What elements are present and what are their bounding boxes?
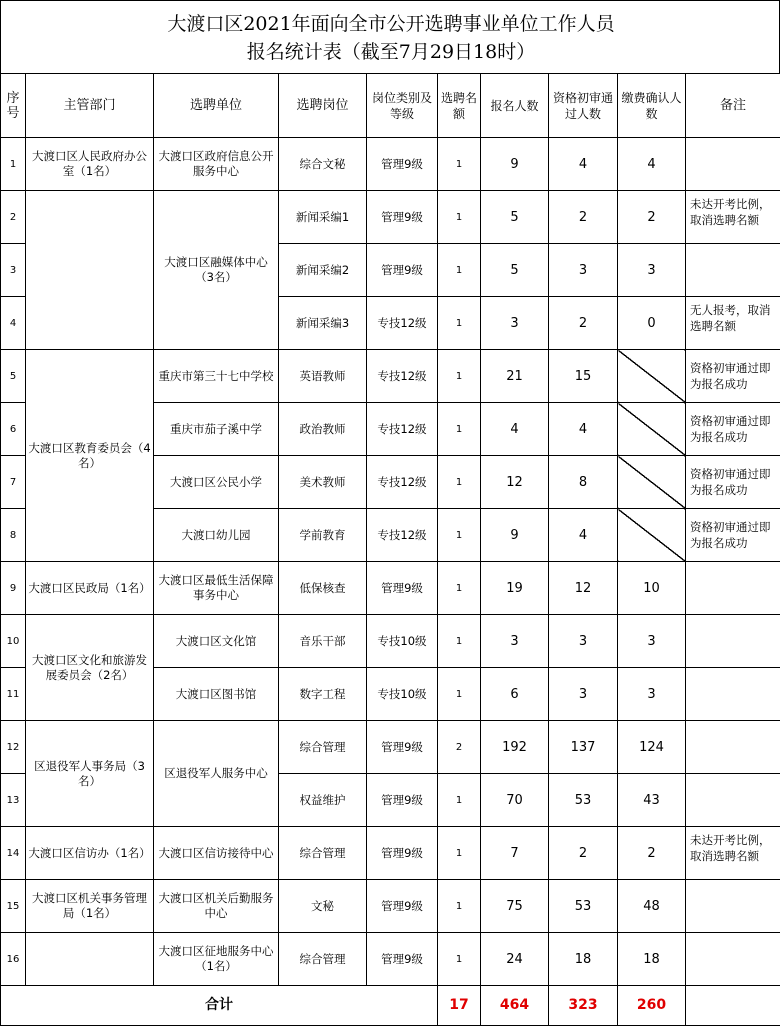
dept-cell: 大渡口区教育委员会（4名） (26, 350, 154, 562)
header-passed: 资格初审通过人数 (549, 74, 618, 138)
post-cell: 文秘 (279, 880, 367, 933)
header-post: 选聘岗位 (279, 74, 367, 138)
paid-cell: 3 (618, 668, 686, 721)
grade-cell: 管理9级 (367, 138, 438, 191)
header-dept: 主管部门 (26, 74, 154, 138)
dept-cell: 大渡口区民政局（1名） (26, 562, 154, 615)
post-cell: 综合管理 (279, 721, 367, 774)
table-row (1, 827, 780, 880)
row-idx: 2 (1, 191, 26, 244)
passed-cell: 4 (549, 403, 618, 456)
post-cell: 权益维护 (279, 774, 367, 827)
unit-cell: 大渡口区融媒体中心（3名） (154, 191, 279, 350)
table-row (1, 562, 780, 615)
applicants-cell: 6 (481, 668, 549, 721)
row-idx: 14 (1, 827, 26, 880)
table-row (1, 933, 780, 986)
quota-cell: 1 (438, 562, 481, 615)
row-idx: 6 (1, 403, 26, 456)
row-idx: 15 (1, 880, 26, 933)
header-grade: 岗位类别及等级 (367, 74, 438, 138)
remark-cell (686, 615, 780, 668)
unit-cell: 大渡口幼儿园 (154, 509, 279, 562)
unit-cell: 大渡口区文化馆 (154, 615, 279, 668)
applicants-cell: 9 (481, 138, 549, 191)
quota-cell: 1 (438, 509, 481, 562)
dept-cell: 大渡口区机关事务管理局（1名） (26, 880, 154, 933)
remark-cell: 资格初审通过即为报名成功 (686, 456, 780, 509)
post-cell: 综合管理 (279, 827, 367, 880)
applicants-cell: 19 (481, 562, 549, 615)
quota-cell: 1 (438, 403, 481, 456)
paid-cell: 48 (618, 880, 686, 933)
paid-cell: 2 (618, 827, 686, 880)
passed-cell: 3 (549, 244, 618, 297)
quota-cell: 1 (438, 456, 481, 509)
row-idx: 16 (1, 933, 26, 986)
unit-cell: 重庆市茄子溪中学 (154, 403, 279, 456)
remark-cell: 未达开考比例，取消选聘名额 (686, 827, 780, 880)
dept-cell: 大渡口区信访办（1名） (26, 827, 154, 880)
table-row (1, 138, 780, 191)
passed-cell: 53 (549, 880, 618, 933)
post-cell: 政治教师 (279, 403, 367, 456)
grade-cell: 专技12级 (367, 509, 438, 562)
passed-cell: 12 (549, 562, 618, 615)
row-idx: 3 (1, 244, 26, 297)
post-cell: 美术教师 (279, 456, 367, 509)
passed-cell: 3 (549, 668, 618, 721)
passed-cell: 4 (549, 138, 618, 191)
grade-cell: 管理9级 (367, 562, 438, 615)
table-row (1, 350, 780, 403)
dept-cell: 大渡口区人民政府办公室（1名） (26, 138, 154, 191)
table-title (0, 0, 780, 73)
table-row (1, 615, 780, 668)
post-cell: 新闻采编1 (279, 191, 367, 244)
remark-cell (686, 721, 780, 774)
applicants-cell: 12 (481, 456, 549, 509)
row-idx: 13 (1, 774, 26, 827)
unit-cell: 大渡口区信访接待中心 (154, 827, 279, 880)
passed-cell: 2 (549, 297, 618, 350)
table-row (1, 880, 780, 933)
applicants-cell: 70 (481, 774, 549, 827)
passed-cell: 15 (549, 350, 618, 403)
applicants-cell: 7 (481, 827, 549, 880)
applicants-cell: 4 (481, 403, 549, 456)
grade-cell: 专技10级 (367, 668, 438, 721)
total-remark-empty (686, 986, 780, 1026)
row-idx: 10 (1, 615, 26, 668)
paid-cell-not-applicable (618, 456, 686, 509)
paid-cell-not-applicable (618, 350, 686, 403)
dept-cell-empty (26, 933, 154, 986)
remark-cell (686, 244, 780, 297)
remark-cell (686, 668, 780, 721)
paid-cell: 0 (618, 297, 686, 350)
row-idx: 11 (1, 668, 26, 721)
paid-cell: 124 (618, 721, 686, 774)
passed-cell: 18 (549, 933, 618, 986)
grade-cell: 管理9级 (367, 880, 438, 933)
grade-cell: 管理9级 (367, 774, 438, 827)
passed-cell: 2 (549, 191, 618, 244)
quota-cell: 1 (438, 297, 481, 350)
paid-cell: 4 (618, 138, 686, 191)
row-idx: 5 (1, 350, 26, 403)
applicants-cell: 9 (481, 509, 549, 562)
row-idx: 9 (1, 562, 26, 615)
passed-cell: 3 (549, 615, 618, 668)
remark-cell (686, 138, 780, 191)
row-idx: 12 (1, 721, 26, 774)
grade-cell: 专技12级 (367, 350, 438, 403)
paid-cell: 18 (618, 933, 686, 986)
applicants-cell: 5 (481, 244, 549, 297)
passed-cell: 53 (549, 774, 618, 827)
paid-cell: 3 (618, 615, 686, 668)
quota-cell: 1 (438, 138, 481, 191)
total-quota: 17 (438, 986, 481, 1026)
unit-cell: 大渡口区机关后勤服务中心 (154, 880, 279, 933)
unit-cell: 区退役军人服务中心 (154, 721, 279, 827)
header-remark: 备注 (686, 74, 780, 138)
dept-cell: 大渡口区文化和旅游发展委员会（2名） (26, 615, 154, 721)
applicants-cell: 3 (481, 297, 549, 350)
passed-cell: 8 (549, 456, 618, 509)
header-unit: 选聘单位 (154, 74, 279, 138)
post-cell: 新闻采编3 (279, 297, 367, 350)
post-cell: 综合文秘 (279, 138, 367, 191)
post-cell: 综合管理 (279, 933, 367, 986)
row-idx: 8 (1, 509, 26, 562)
paid-cell: 43 (618, 774, 686, 827)
header-row (1, 74, 780, 138)
unit-cell: 大渡口区征地服务中心（1名） (154, 933, 279, 986)
grade-cell: 管理9级 (367, 827, 438, 880)
total-paid: 260 (618, 986, 686, 1026)
remark-cell (686, 880, 780, 933)
total-label: 合计 (1, 986, 438, 1026)
unit-cell: 大渡口区最低生活保障事务中心 (154, 562, 279, 615)
total-passed: 323 (549, 986, 618, 1026)
table-row (1, 721, 780, 774)
row-idx: 7 (1, 456, 26, 509)
header-idx: 序号 (1, 74, 26, 138)
applicants-cell: 192 (481, 721, 549, 774)
header-applicants: 报名人数 (481, 74, 549, 138)
quota-cell: 1 (438, 191, 481, 244)
remark-cell (686, 562, 780, 615)
remark-cell: 资格初审通过即为报名成功 (686, 509, 780, 562)
table-row (1, 191, 780, 244)
grade-cell: 专技10级 (367, 615, 438, 668)
applicants-cell: 24 (481, 933, 549, 986)
title-line-1: 大渡口区2021年面向全市公开选聘事业单位工作人员 (1, 13, 780, 35)
quota-cell: 1 (438, 668, 481, 721)
applicants-cell: 75 (481, 880, 549, 933)
paid-cell: 10 (618, 562, 686, 615)
post-cell: 低保核查 (279, 562, 367, 615)
dept-cell: 区退役军人事务局（3名） (26, 721, 154, 827)
total-row (1, 986, 780, 1026)
paid-cell-not-applicable (618, 403, 686, 456)
row-idx: 1 (1, 138, 26, 191)
remark-cell (686, 774, 780, 827)
statistics-table (0, 73, 780, 1026)
passed-cell: 137 (549, 721, 618, 774)
header-quota: 选聘名额 (438, 74, 481, 138)
header-paid: 缴费确认人数 (618, 74, 686, 138)
quota-cell: 1 (438, 933, 481, 986)
applicants-cell: 21 (481, 350, 549, 403)
quota-cell: 1 (438, 774, 481, 827)
applicants-cell: 3 (481, 615, 549, 668)
passed-cell: 4 (549, 509, 618, 562)
applicants-cell: 5 (481, 191, 549, 244)
quota-cell: 1 (438, 350, 481, 403)
dept-cell-empty (26, 191, 154, 350)
quota-cell: 1 (438, 827, 481, 880)
unit-cell: 大渡口区图书馆 (154, 668, 279, 721)
grade-cell: 管理9级 (367, 244, 438, 297)
remark-cell: 资格初审通过即为报名成功 (686, 350, 780, 403)
quota-cell: 2 (438, 721, 481, 774)
passed-cell: 2 (549, 827, 618, 880)
unit-cell: 重庆市第三十七中学校 (154, 350, 279, 403)
quota-cell: 1 (438, 615, 481, 668)
grade-cell: 管理9级 (367, 933, 438, 986)
remark-cell: 资格初审通过即为报名成功 (686, 403, 780, 456)
remark-cell: 无人报考，取消选聘名额 (686, 297, 780, 350)
remark-cell: 未达开考比例，取消选聘名额 (686, 191, 780, 244)
quota-cell: 1 (438, 244, 481, 297)
post-cell: 英语教师 (279, 350, 367, 403)
post-cell: 新闻采编2 (279, 244, 367, 297)
post-cell: 音乐干部 (279, 615, 367, 668)
grade-cell: 专技12级 (367, 456, 438, 509)
paid-cell: 2 (618, 191, 686, 244)
paid-cell: 3 (618, 244, 686, 297)
grade-cell: 专技12级 (367, 297, 438, 350)
row-idx: 4 (1, 297, 26, 350)
unit-cell: 大渡口区公民小学 (154, 456, 279, 509)
grade-cell: 专技12级 (367, 403, 438, 456)
post-cell: 学前教育 (279, 509, 367, 562)
grade-cell: 管理9级 (367, 191, 438, 244)
remark-cell (686, 933, 780, 986)
post-cell: 数字工程 (279, 668, 367, 721)
total-applicants: 464 (481, 986, 549, 1026)
quota-cell: 1 (438, 880, 481, 933)
paid-cell-not-applicable (618, 509, 686, 562)
title-line-2: 报名统计表（截至7月29日18时） (1, 41, 780, 63)
unit-cell: 大渡口区政府信息公开服务中心 (154, 138, 279, 191)
grade-cell: 管理9级 (367, 721, 438, 774)
